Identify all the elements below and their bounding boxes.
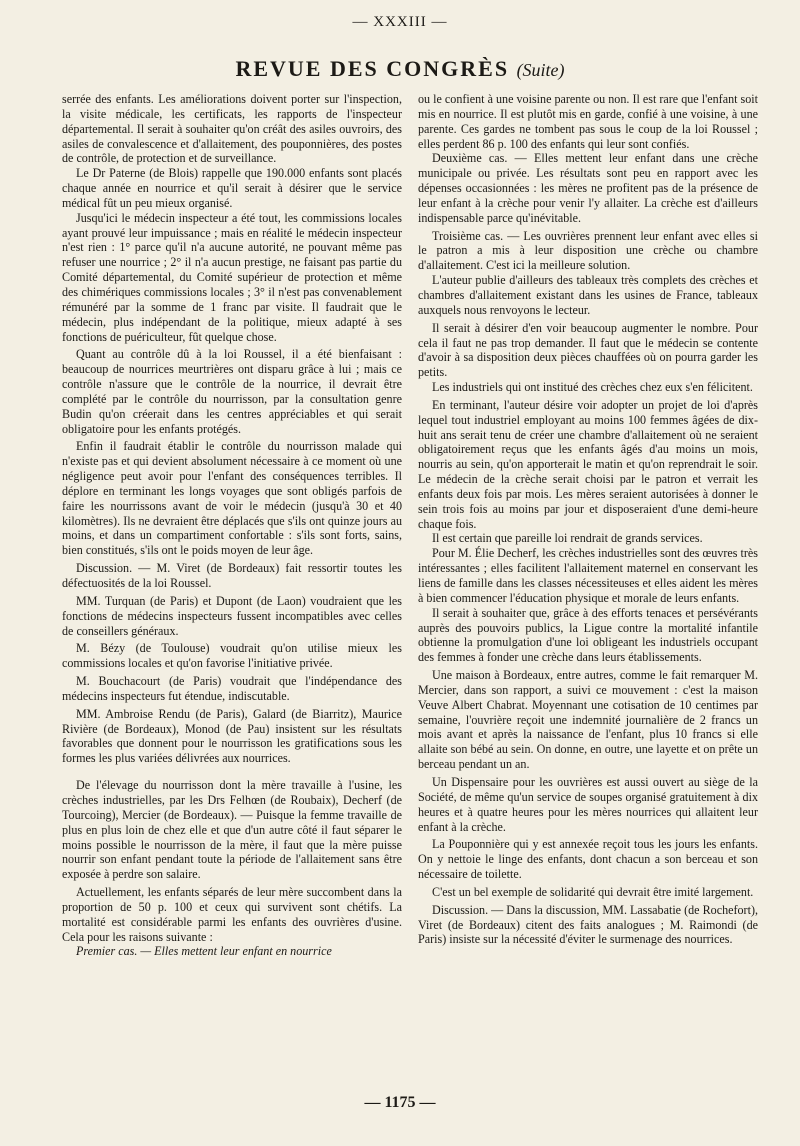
right-column [418,92,758,947]
paragraph: Il serait à souhaiter que, grâce à des efforts tenaces et persévérants auprès des pouvoirs publics, la Ligue contre la mortalité infantile obtienne la promulgation d'une loi obligeant les industriels occupant des femmes à fonder une crèche dans leurs établissements. [418,605,758,665]
title-text: REVUE DES CONGRÈS [235,56,510,81]
paragraph: M. Bézy (de Toulouse) voudrait qu'on utilise mieux les commissions locales et qu'on favorise l'initiative privée. [62,641,402,671]
paragraph: MM. Turquan (de Paris) et Dupont (de Laon) voudraient que les fonctions de médecins inspecteurs fussent incompatibles avec celles de conseillers généraux. [62,593,402,638]
section-paragraph: De l'élevage du nourrisson dont la mère travaille à l'usine, les crèches industrielles, par les Drs Felhœn (de Roubaix), Decherf (de Tourcoing), Mercier (de Bordeaux). — Puisque la femme travaille de plus en plus loin de chez elle et que d'un autre côté il faut séparer le moins possible le nourrisson de la mère, il faut que la mère puisse nourrir son enfant pendant toute la période de l'allaitement sans être exposée à perdre son salaire. [62,778,402,882]
paragraph: Premier cas. — Elles mettent leur enfant en nourrice [76,944,332,959]
discussion-paragraph: Discussion. — Dans la discussion, MM. Lassabatie (de Rochefort), Viret (de Bordeaux) citent des faits analogues ; M. Raimondi (de Paris) insiste sur la nécessité d'éviter le surmenage des nourrices. [418,902,758,947]
paragraph: Un Dispensaire pour les ouvrières est aussi ouvert au siège de la Société, de même qu'un service de soupes organisé gratuitement à dix heures et à quatre heures pour les mères nourrices qui allaitent leur enfant à la crèche. [418,774,758,834]
paragraph: C'est un bel exemple de solidarité qui devrait être imité largement. [432,884,754,899]
paragraph: MM. Ambroise Rendu (de Paris), Galard (de Biarritz), Maurice Rivière (de Bordeaux), Monod (de Pau) insistent sur les résultats favorables que donnent pour le nourrisson les gratifications sous les formes les plus variées délivrées aux nourrices. [62,706,402,766]
paragraph: En terminant, l'auteur désire voir adopter un projet de loi d'après lequel tout industriel employant au moins 100 femmes âgées de dix-huit ans serait tenu de créer une chambre d'allaitement où ne seraient obligatoirement reçus que les enfants âgés d'au moins un mois, nourris au sein, qu'on apporterait le matin et qu'on reprendrait le soir. Le médecin de la crèche serait choisi par le patron et verrait les enfants deux fois par mois. Les mères seraient autorisées à donner le sein trois fois au moins par jour et disposeraient d'une demi-heure chaque fois. [418,397,758,531]
paragraph: Une maison à Bordeaux, entre autres, comme le fait remarquer M. Mercier, dans son rapport, a suivi ce mouvement : c'est la maison Veuve Albert Chabrat. Moyennant une cotisation de 10 centimes par semaine, l'ouvrière reçoit une indemnité journalière de 2 francs un mois avant et après la naissance de l'enfant, plus 10 francs si elle allaite son bébé au sein. On donne, en outre, une layette et on prête un berceau pendant un an. [418,668,758,772]
paragraph: Il serait à désirer d'en voir beaucoup augmenter le nombre. Pour cela il faut ne pas trop demander. Il faut que le médecin se contente d'avoir à sa disposition deux pièces chauffées où on pourra garder les petits. [418,320,758,380]
left-column [62,92,402,959]
paragraph: Deuxième cas. — Elles mettent leur enfant dans une crèche municipale ou privée. Les résultats sont peu en rapport avec les dépenses occasionnées : les mères ne profitent pas de la présence de leur enfant à la crèche pour venir l'y allaiter. La crèche est d'ailleurs indispensable parce qu'inévitable. [418,151,758,225]
paragraph: Quant au contrôle dû à la loi Roussel, il a été bienfaisant : beaucoup de nourrices meurtrières ont disparu grâce à lui ; mais ce contrôle n'assure que le contrôle de la nourrice, il devrait être complété par le contrôle du nourrisson, par la consultation genre Budin qu'on créerait dans les centres appréciables et qui serait obligatoire pour les enfants protégés. [62,347,402,436]
paragraph: Actuellement, les enfants séparés de leur mère succombent dans la proportion de 50 p. 100 et ceux qui survivent sont chétifs. La mortalité est considérable parmi les enfants des ouvrières d'usine. Cela pour les raisons suivante : [62,885,402,944]
paragraph: serrée des enfants. Les améliorations doivent porter sur l'inspection, la visite médicale, les certificats, les rapports de l'inspecteur départemental. Il serait à souhaiter qu'on créât des asiles ouvroirs, des asiles de convalescence et d'allaitement, des pouponnières, des postes de contrôle, de protection et de surveillance. [62,92,402,166]
paragraph: Pour M. Élie Decherf, les crèches industrielles sont des œuvres très intéressantes ; elles facilitent l'allaitement maternel en conservant les liens de famille dans les classes nécessiteuses et elles aident les mères à bien commencer l'éducation physique et morale de leurs enfants. [418,546,758,605]
paragraph: La Pouponnière qui y est annexée reçoit tous les jours les enfants. On y nettoie le linge des enfants, dont chacun a son berceau et son nécessaire de toilette. [418,837,758,882]
paragraph: Les industriels qui ont institué des crèches chez eux s'en félicitent. [432,380,753,395]
paragraph: Jusqu'ici le médecin inspecteur a été tout, les commissions locales ayant prouvé leur impuissance ; mais en réalité le médecin inspecteur n'est rien : 1° parce qu'il n'a aucune autorité, ne pouvant même pas refuser une nourrice ; 2° il n'a aucun prestige, ne faisant pas partie du Comité départemental, du Comité supérieur de protection et même des chimériques commissions locales ; 3° il n'est pas convenablement rémunéré par la somme de 1 franc par visite. Il faudrait que le médecin, plus indépendant de la politique, mieux adapté à ses fonctions de puériculteur, fût quelque chose. [62,210,402,344]
page-number: — 1175 — [364,1094,436,1111]
paragraph: L'auteur publie d'ailleurs des tableaux très complets des crèches et chambres d'allaitement existant dans les usines de France, tableaux auxquels nous renvoyons le lecteur. [418,273,758,317]
discussion-paragraph: Discussion. — M. Viret (de Bordeaux) fait ressortir toutes les défectuosités de la loi Roussel. [62,561,402,590]
paragraph: Le Dr Paterne (de Blois) rappelle que 190.000 enfants sont placés chaque année en nourrice et qu'il serait à désirer que le service médical fût un peu mieux organisé. [62,166,402,210]
paragraph: ou le confient à une voisine parente ou non. Il est rare que l'enfant soit mis en nourrice. Il est plutôt mis en garde, confié à une voisine, à une parente. Ces gardes ne tombent pas sous le coup de la loi Roussel ; elles perdent 86 p. 100 des enfants qui leur sont confiés. [418,92,758,151]
paragraph: Il est certain que pareille loi rendrait de grands services. [432,531,703,546]
title-suffix: (Suite) [516,60,565,80]
running-title [0,56,800,82]
paragraph: Enfin il faudrait établir le contrôle du nourrisson malade qui n'existe pas et qui devient absolument nécessaire à ce moment où une négligence peut avoir pour l'enfant des conséquences terribles. Il déplore en terminant les longs voyages que sont obligés parfois de faire les nourrissons avant de voir le médecin (jusqu'à 30 et 40 kilomètres). Ils ne devraient être déplacés que s'ils ont quinze jours au moins, et dans un compartiment confortable : s'ils sont forts, sains, bien constitués, s'ils ont le poids moyen de leur âge. [62,439,402,558]
paragraph: M. Bouchacourt (de Paris) voudrait que l'indépendance des médecins inspecteurs fut étendue, indiscutable. [62,674,402,703]
page-roman-numeral: — XXXIII — [352,14,448,30]
paragraph: Troisième cas. — Les ouvrières prennent leur enfant avec elles si le patron a mis à leur disposition une crèche ou chambre d'allaitement. C'est ici la meilleure solution. [418,228,758,273]
